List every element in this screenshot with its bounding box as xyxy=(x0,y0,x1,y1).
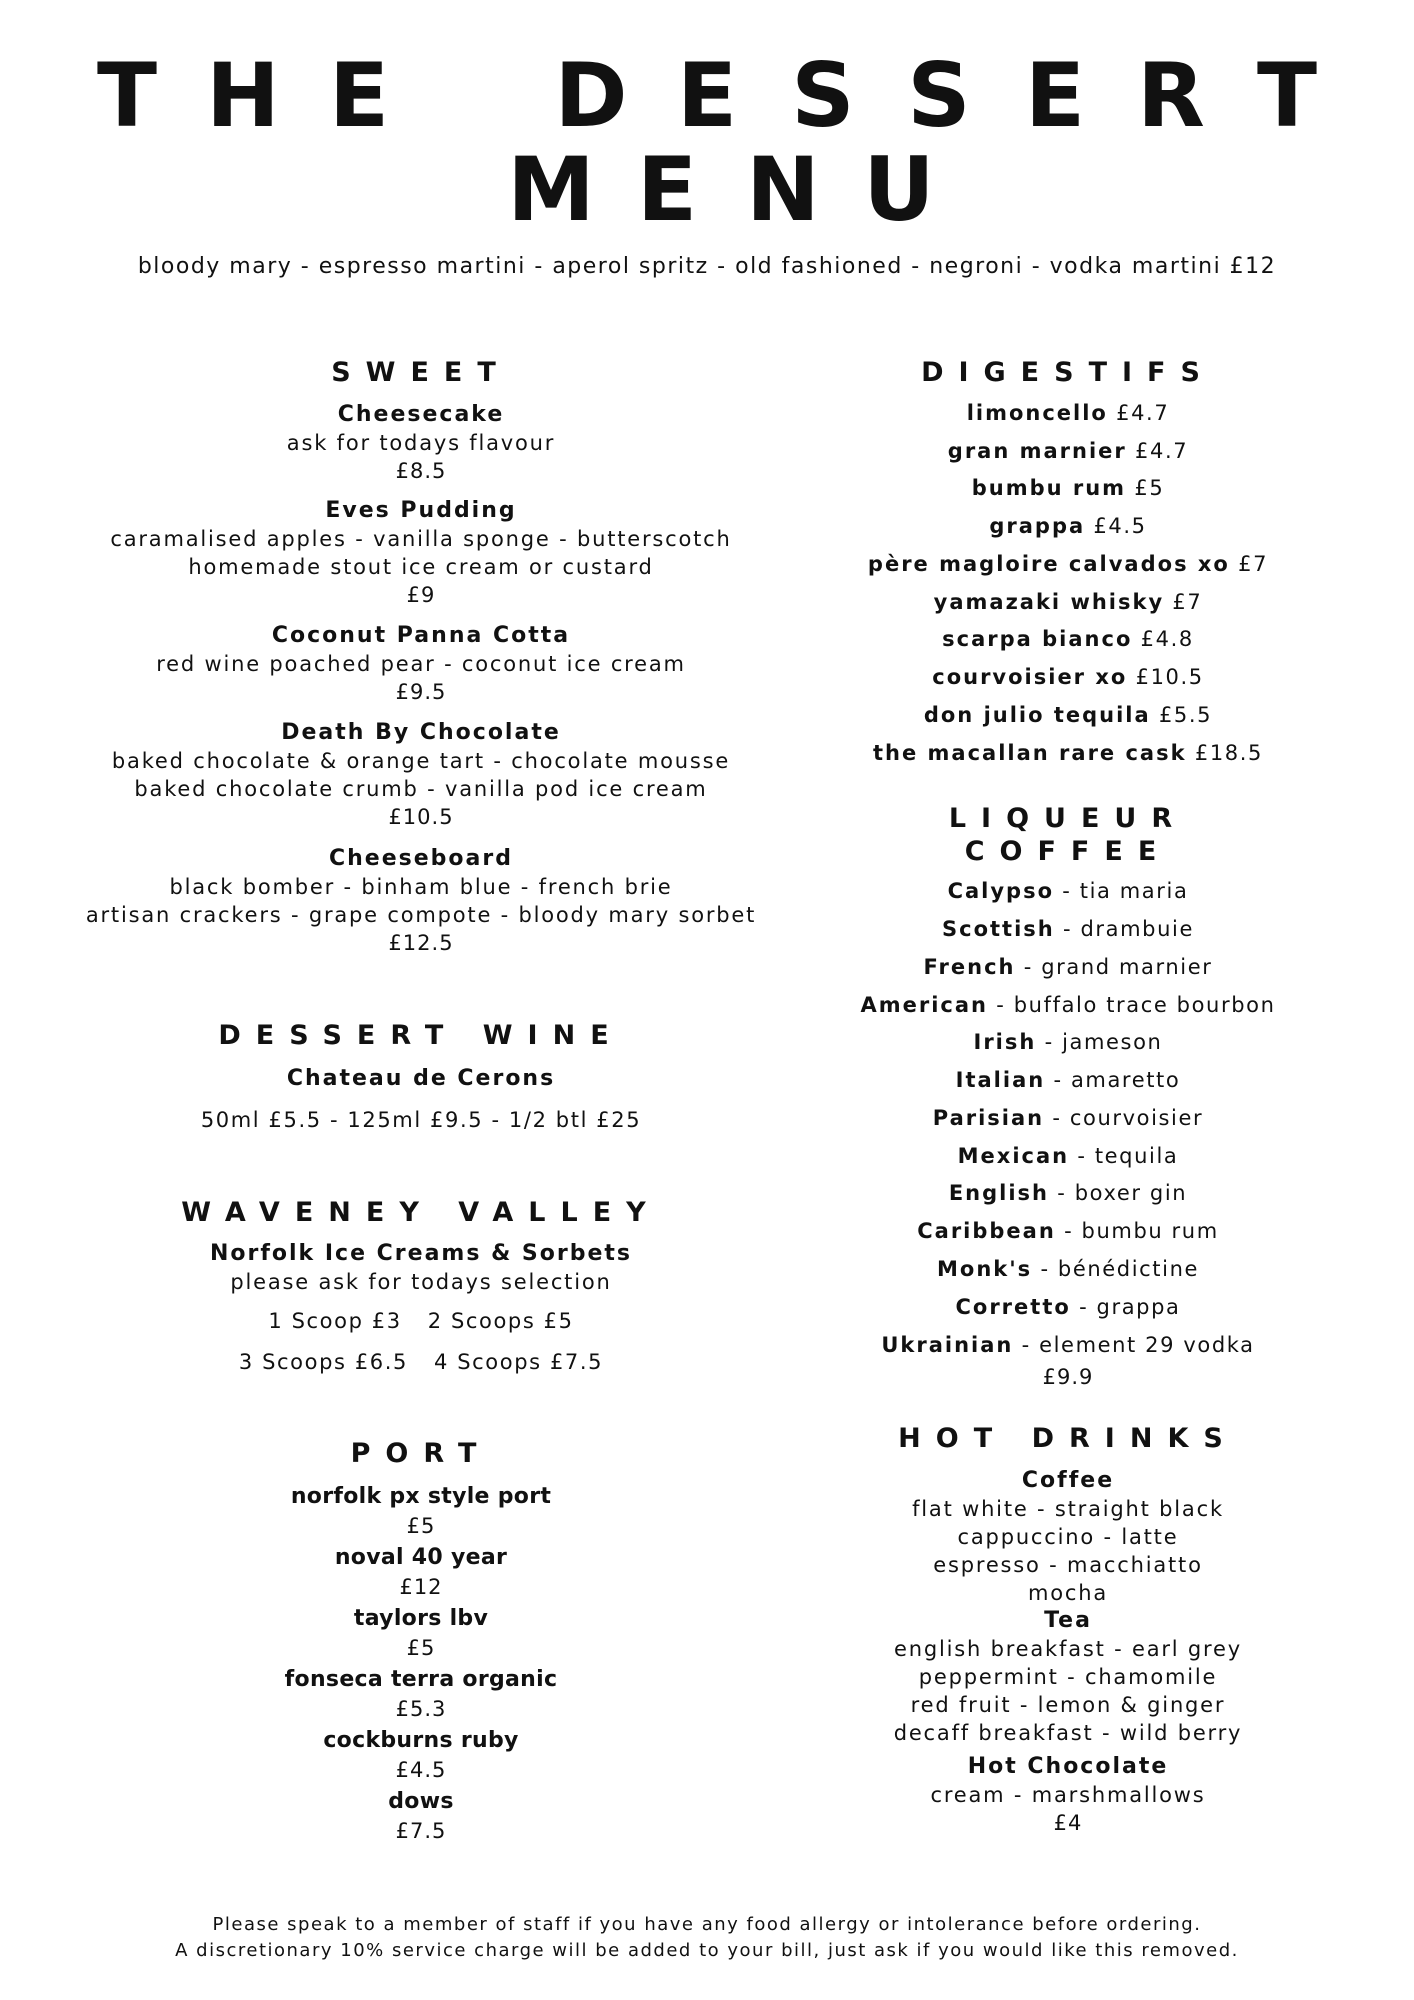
waveney-desc: please ask for todays selection xyxy=(230,1270,612,1294)
digestif-name: grappa xyxy=(989,514,1086,538)
tea-name: Tea xyxy=(1044,1608,1092,1633)
digestif-price: £7 xyxy=(1172,590,1203,614)
liqueur-coffee-spirit: jameson xyxy=(1062,1030,1163,1054)
tea-desc: peppermint - chamomile xyxy=(918,1665,1218,1689)
liqueur-coffee-item: Calypso - tia maria xyxy=(947,879,1189,903)
scoop-price: 1 Scoop £3 xyxy=(268,1309,402,1333)
liqueur-coffee-name: French xyxy=(923,955,1016,979)
liqueur-coffee-spirit: amaretto xyxy=(1070,1068,1181,1092)
liqueur-coffee-item: Italian - amaretto xyxy=(955,1068,1181,1092)
hot-chocolate-desc: cream - marshmallows xyxy=(930,1783,1206,1807)
port-name: noval 40 year xyxy=(334,1545,508,1570)
liqueur-coffee-spirit: grappa xyxy=(1096,1295,1181,1319)
digestif-item xyxy=(838,662,1298,692)
sweet-item-desc: caramalised apples - vanilla sponge - butterscotch xyxy=(110,527,732,551)
digestif-price: £18.5 xyxy=(1194,741,1263,765)
port-heading: PORT xyxy=(350,1438,492,1469)
port-name: norfolk px style port xyxy=(290,1484,552,1509)
hot-chocolate-price: £4 xyxy=(1053,1811,1083,1835)
liqueur-coffee-spirit: courvoisier xyxy=(1069,1106,1204,1130)
sweet-item-name: Cheeseboard xyxy=(329,846,513,871)
digestif-name: courvoisier xo xyxy=(932,665,1128,689)
liqueur-coffee-item: Caribbean - bumbu rum xyxy=(917,1219,1219,1243)
port-name: fonseca terra organic xyxy=(284,1667,558,1692)
digestif-item xyxy=(838,436,1298,466)
sweet-item-price: £10.5 xyxy=(388,805,454,829)
digestif-price: £5 xyxy=(1134,476,1165,500)
sweet-item-desc: red wine poached pear - coconut ice cream xyxy=(156,652,686,676)
liqueur-coffee-spirit: element 29 vodka xyxy=(1039,1333,1255,1357)
liqueur-coffee-spirit: buffalo trace bourbon xyxy=(1013,993,1276,1017)
port-price: £7.5 xyxy=(395,1819,447,1843)
liqueur-coffee-name: English xyxy=(948,1181,1050,1205)
dessert-wine-prices: 50ml £5.5 - 125ml £9.5 - 1/2 btl £25 xyxy=(200,1108,642,1132)
port-price: £5 xyxy=(406,1514,436,1538)
sweet-item-desc: baked chocolate crumb - vanilla pod ice cream xyxy=(134,777,708,801)
tea-desc: decaff breakfast - wild berry xyxy=(893,1721,1243,1745)
sweet-heading: SWEET xyxy=(331,357,511,388)
scoop-price: 4 Scoops £7.5 xyxy=(434,1350,604,1374)
digestif-name: bumbu rum xyxy=(971,476,1127,500)
liqueur-coffee-item: Ukrainian - element 29 vodka xyxy=(881,1333,1255,1357)
sweet-item-price: £9.5 xyxy=(395,680,447,704)
liqueur-coffee-spirit: tia maria xyxy=(1079,879,1189,903)
liqueur-coffee-name: Scottish xyxy=(942,917,1055,941)
coffee-desc: mocha xyxy=(1027,1581,1109,1605)
digestif-item xyxy=(838,700,1298,730)
liqueur-coffee-item: Parisian - courvoisier xyxy=(932,1106,1204,1130)
digestif-name: don julio tequila xyxy=(923,703,1151,727)
digestif-name: scarpa bianco xyxy=(942,627,1133,651)
hot-chocolate-name: Hot Chocolate xyxy=(967,1754,1169,1779)
sweet-item-price: £8.5 xyxy=(395,459,447,483)
hot-drinks-heading: HOT DRINKS xyxy=(898,1423,1238,1454)
liqueur-coffee-name: Mexican xyxy=(957,1144,1070,1168)
liqueur-coffee-item: Mexican - tequila xyxy=(957,1144,1179,1168)
digestif-price: £10.5 xyxy=(1135,665,1204,689)
digestif-price: £4.7 xyxy=(1135,439,1189,463)
sweet-item-desc: black bomber - binham blue - french brie xyxy=(169,875,673,899)
liqueur-coffee-spirit: bénédictine xyxy=(1057,1257,1199,1281)
scoop-row xyxy=(60,1306,782,1336)
digestif-name: the macallan rare cask xyxy=(873,741,1187,765)
digestif-name: limoncello xyxy=(966,401,1108,425)
coffee-desc: cappuccino - latte xyxy=(957,1525,1179,1549)
service-charge-notice: A discretionary 10% service charge will be added to your bill, just ask if you would like this removed. xyxy=(175,1940,1239,1961)
digestif-item xyxy=(838,398,1298,428)
sweet-item-name: Death By Chocolate xyxy=(281,720,561,745)
coffee-name: Coffee xyxy=(1021,1468,1115,1493)
liqueur-coffee-name: Italian xyxy=(955,1068,1046,1092)
port-price: £5 xyxy=(406,1636,436,1660)
liqueur-coffee-item: Corretto - grappa xyxy=(955,1295,1181,1319)
menu-title-line-2: M E N U xyxy=(507,138,935,241)
liqueur-coffee-spirit: bumbu rum xyxy=(1081,1219,1219,1243)
allergy-notice: Please speak to a member of staff if you have any food allergy or intolerance before ordering. xyxy=(212,1914,1202,1935)
sweet-item-desc: ask for todays flavour xyxy=(286,431,556,455)
scoop-row xyxy=(60,1347,782,1377)
coffee-desc: espresso - macchiatto xyxy=(933,1553,1203,1577)
liqueur-coffee-item: English - boxer gin xyxy=(948,1181,1188,1205)
liqueur-coffee-name: Calypso xyxy=(947,879,1054,903)
dessert-wine-name: Chateau de Cerons xyxy=(286,1066,556,1091)
sweet-item-price: £12.5 xyxy=(388,931,454,955)
liqueur-coffee-name: Parisian xyxy=(932,1106,1045,1130)
liqueur-coffee-spirit: grand marnier xyxy=(1041,955,1213,979)
liqueur-coffee-spirit: drambuie xyxy=(1080,917,1194,941)
digestif-price: £5.5 xyxy=(1158,703,1213,727)
digestif-price: £4.5 xyxy=(1093,514,1147,538)
sweet-item-name: Coconut Panna Cotta xyxy=(271,623,571,648)
liqueur-heading: LIQUEUR xyxy=(948,803,1188,834)
digestifs-heading: DIGESTIFS xyxy=(921,357,1215,388)
sweet-item-name: Eves Pudding xyxy=(325,498,517,523)
liqueur-coffee-name: Irish xyxy=(973,1030,1037,1054)
sweet-item-desc: homemade stout ice cream or custard xyxy=(188,555,654,579)
liqueur-coffee-spirit: boxer gin xyxy=(1074,1181,1188,1205)
scoop-price: 3 Scoops £6.5 xyxy=(238,1350,408,1374)
coffee-desc: flat white - straight black xyxy=(912,1497,1224,1521)
port-price: £5.3 xyxy=(395,1697,447,1721)
cocktail-list: bloody mary - espresso martini - aperol spritz - old fashioned - negroni - vodka martini £12 xyxy=(137,254,1277,279)
digestif-price: £7 xyxy=(1238,552,1269,576)
dessert-wine-heading: DESSERT WINE xyxy=(218,1020,624,1051)
digestif-name: yamazaki whisky xyxy=(933,590,1165,614)
sweet-item-desc: baked chocolate & orange tart - chocolate mousse xyxy=(111,749,731,773)
liqueur-coffee-item: Scottish - drambuie xyxy=(942,917,1194,941)
waveney-heading: WAVENEY VALLEY xyxy=(181,1197,661,1228)
port-price: £4.5 xyxy=(395,1758,447,1782)
liqueur-coffee-item: Irish - jameson xyxy=(973,1030,1163,1054)
waveney-name: Norfolk Ice Creams & Sorbets xyxy=(209,1241,633,1266)
digestif-item xyxy=(838,549,1298,579)
liqueur-coffee-spirit: tequila xyxy=(1094,1144,1179,1168)
sweet-item-name: Cheesecake xyxy=(337,402,505,427)
liqueur-coffee-price: £9.9 xyxy=(1042,1365,1094,1389)
left-column xyxy=(60,0,782,2000)
liqueur-coffee-name: Ukrainian xyxy=(881,1333,1014,1357)
digestif-price: £4.8 xyxy=(1140,627,1194,651)
tea-desc: red fruit - lemon & ginger xyxy=(910,1693,1226,1717)
digestif-item xyxy=(838,511,1298,541)
tea-desc: english breakfast - earl grey xyxy=(894,1637,1242,1661)
menu-title-line-1: T H E D E S S E R T xyxy=(96,44,1318,147)
sweet-item-price: £9 xyxy=(406,583,436,607)
port-price: £12 xyxy=(399,1575,443,1599)
sweet-item-desc: artisan crackers - grape compote - bloody mary sorbet xyxy=(85,903,757,927)
right-column xyxy=(838,0,1298,2000)
liqueur-coffee-name: American xyxy=(860,993,989,1017)
scoop-price: 2 Scoops £5 xyxy=(427,1309,574,1333)
liqueur-coffee-name: Monk's xyxy=(937,1257,1033,1281)
liqueur-coffee-name: Caribbean xyxy=(917,1219,1056,1243)
digestif-price: £4.7 xyxy=(1116,401,1170,425)
digestif-item xyxy=(838,738,1298,768)
digestif-item xyxy=(838,624,1298,654)
digestif-name: père magloire calvados xo xyxy=(867,552,1230,576)
port-name: dows xyxy=(388,1789,454,1814)
digestif-item xyxy=(838,587,1298,617)
liqueur-coffee-item: American - buffalo trace bourbon xyxy=(860,993,1276,1017)
digestif-name: gran marnier xyxy=(947,439,1127,463)
liqueur-coffee-name: Corretto xyxy=(955,1295,1071,1319)
liqueur-coffee-item: French - grand marnier xyxy=(923,955,1213,979)
port-name: cockburns ruby xyxy=(323,1728,519,1753)
port-name: taylors lbv xyxy=(353,1606,489,1631)
digestif-item xyxy=(838,473,1298,503)
coffee-heading: COFFEE xyxy=(964,836,1172,867)
liqueur-coffee-item: Monk's - bénédictine xyxy=(937,1257,1199,1281)
